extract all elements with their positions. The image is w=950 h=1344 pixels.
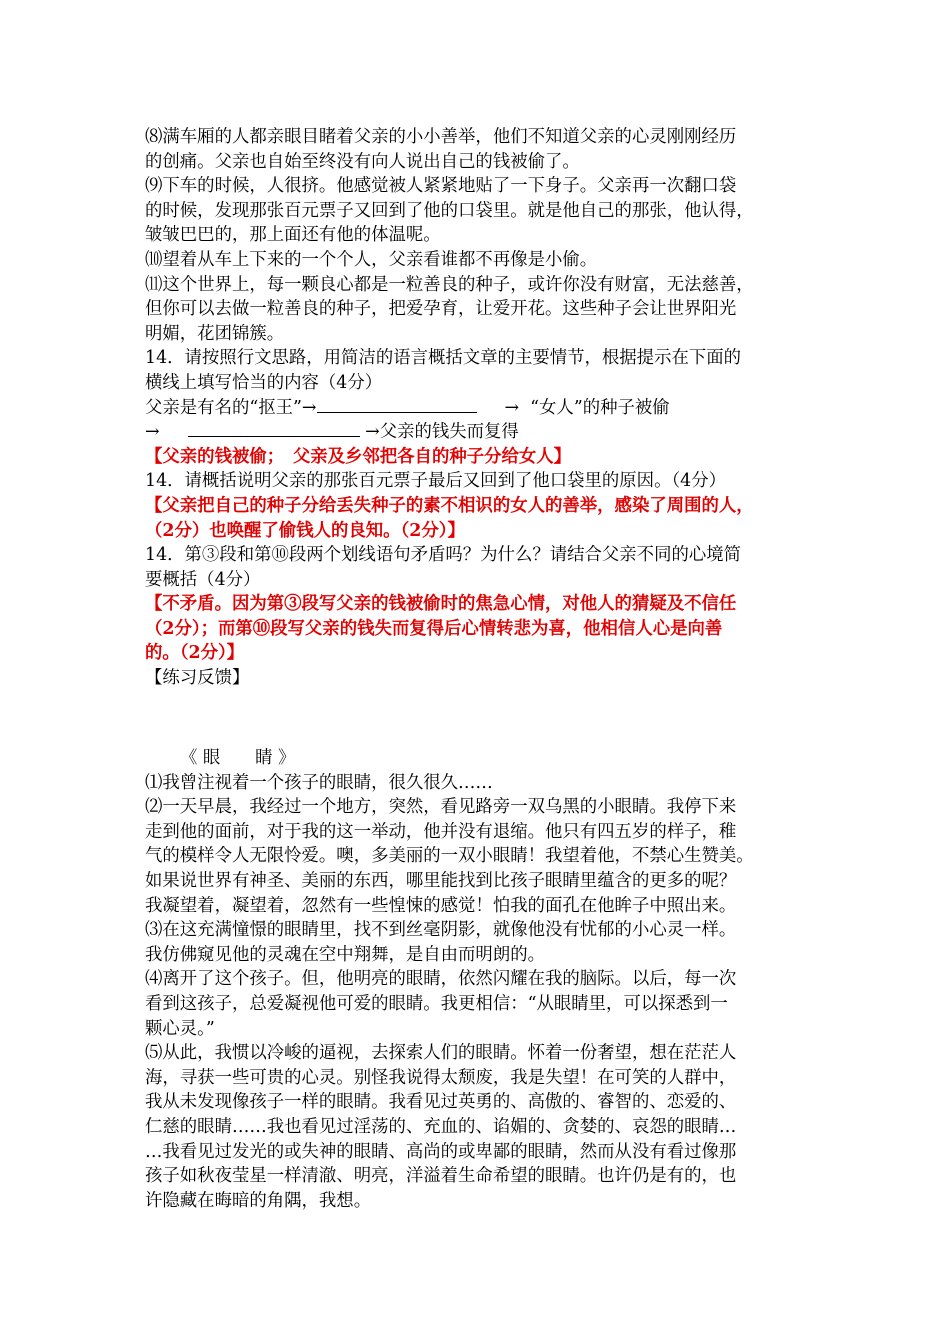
text-line: 的创痛。父亲也自始至终没有向人说出自己的钱被偷了。 <box>145 151 580 172</box>
text-line: 皱皱巴巴的，那上面还有他的体温呢。 <box>145 225 441 246</box>
lower-passage <box>145 746 813 1213</box>
text-line: 但你可以去做一粒善良的种子，把爱孕育，让爱开花。这些种子会让世界阳光 <box>145 299 737 320</box>
text-line: ⑽望着从车上下来的一个个人，父亲看谁都不再像是小偷。 <box>145 249 598 270</box>
answer-blank-2[interactable] <box>188 420 360 437</box>
text-line: 我从未发现像孩子一样的眼睛。我看见过英勇的、高傲的、睿智的、恋爱的、 <box>145 1092 737 1113</box>
arrow-icon: → <box>301 397 317 418</box>
plot-flow-line-1 <box>145 396 813 421</box>
arrow-icon: → <box>145 422 160 443</box>
question-2-line: 14．请概括说明父亲的那张百元票子最后又回到了他口袋里的原因。（4分） <box>145 471 726 492</box>
question-3-line: 要概括（4分） <box>145 569 261 590</box>
text-line: ⑷离开了这个孩子。但，他明亮的眼睛，依然闪耀在我的脑际。以后，每一次 <box>145 969 737 990</box>
text-line: 颗心灵。” <box>145 1018 215 1039</box>
text-line: 明媚，花团锦簇。 <box>145 323 285 344</box>
plot-flow-line-2 <box>145 420 813 445</box>
text-line: 气的模样令人无限怜爱。噢，多美丽的一双小眼睛！我望着他，不禁心生赞美。 <box>145 846 754 867</box>
answer-blank-1[interactable] <box>317 396 477 413</box>
flow-step: 父亲是有名的“抠王” <box>145 397 302 418</box>
text-line: 许隐藏在晦暗的角隅，我想。 <box>145 1190 372 1211</box>
question-2-answer: （2分）也唤醒了偷钱人的良知。（2分）】 <box>145 520 465 541</box>
arrow-icon: → <box>504 397 520 418</box>
passage-title: 《 眼 睛 》 <box>180 748 296 768</box>
text-line: ⑾这个世界上，每一颗良心都是一粒善良的种子，或许你没有财富，无法慈善， <box>145 274 754 295</box>
text-line: 我凝望着，凝望着，忽然有一些惶悚的感觉！怕我的面孔在他眸子中照出来。 <box>145 895 737 916</box>
upper-passage <box>145 125 813 691</box>
text-line: 的时候，发现那张百元票子又回到了他的口袋里。就是他自己的那张，他认得， <box>145 200 754 221</box>
question-3-answer: 的。（2分）】 <box>145 643 245 664</box>
question-1-line: 14．请按照行文思路，用简洁的语言概括文章的主要情节，根据提示在下面的 <box>145 348 742 369</box>
section-heading: 【练习反馈】 <box>145 668 250 689</box>
text-line: ⑵一天早晨，我经过一个地方，突然，看见路旁一双乌黑的小眼睛。我停下来 <box>145 797 737 818</box>
question-3-line: 14．第③段和第⑩段两个划线语句矛盾吗？为什么？请结合父亲不同的心境简 <box>145 545 742 566</box>
text-line: 海，寻获一些可贵的心灵。别怪我说得太颓废，我是失望！在可笑的人群中， <box>145 1067 737 1088</box>
question-3-answer: （2分）；而第⑩段写父亲的钱失而复得后心情转悲为喜，他相信人心是向善 <box>145 618 723 639</box>
text-line: 看到这孩子，总爱凝视他可爱的眼睛。我更相信：“从眼睛里，可以探悉到一 <box>145 993 728 1014</box>
question-1-answer: 【父亲的钱被偷； 父亲及乡邻把各自的种子分给女人】 <box>145 446 572 467</box>
question-2-answer: 【父亲把自己的种子分给丢失种子的素不相识的女人的善举，感染了周围的人， <box>145 495 754 516</box>
flow-step: 父亲的钱失而复得 <box>379 422 519 443</box>
text-line: ⑼下车的时候，人很挤。他感觉被人紧紧地贴了一下身子。父亲再一次翻口袋 <box>145 176 737 197</box>
question-3-answer: 【不矛盾。因为第③段写父亲的钱被偷时的焦急心情，对他人的猜疑及不信任 <box>145 594 737 615</box>
arrow-icon: → <box>365 422 380 443</box>
text-line: 如果说世界有神圣、美丽的东西，哪里能找到比孩子眼睛里蕴含的更多的呢？ <box>145 870 737 891</box>
text-line: …我看见过发光的或失神的眼睛、高尚的或卑鄙的眼睛，然而从没有看过像那 <box>145 1141 737 1162</box>
text-line: ⑴我曾注视着一个孩子的眼睛，很久很久…… <box>145 772 493 793</box>
text-line: 孩子如秋夜莹星一样清澈、明亮，洋溢着生命希望的眼睛。也许仍是有的，也 <box>145 1166 737 1187</box>
flow-step: “女人”的种子被偷 <box>530 397 670 418</box>
text-line: ⑻满车厢的人都亲眼目睹着父亲的小小善举，他们不知道父亲的心灵刚刚经历 <box>145 127 737 147</box>
text-line: ⑶在这充满憧憬的眼睛里，找不到丝毫阴影，就像他没有忧郁的小心灵一样。 <box>145 920 737 941</box>
question-1-line: 横线上填写恰当的内容（4分） <box>145 372 383 393</box>
text-line: 仁慈的眼睛……我也看见过淫荡的、充血的、谄媚的、贪婪的、哀怨的眼睛… <box>145 1116 737 1137</box>
text-line: ⑸从此，我惯以冷峻的逼视，去探索人们的眼睛。怀着一份奢望，想在茫茫人 <box>145 1043 737 1064</box>
text-line: 我仿佛窥见他的灵魂在空中翔舞，是自由而明朗的。 <box>145 944 545 965</box>
text-line: 走到他的面前，对于我的这一举动，他并没有退缩。他只有四五岁的样子，稚 <box>145 821 737 842</box>
